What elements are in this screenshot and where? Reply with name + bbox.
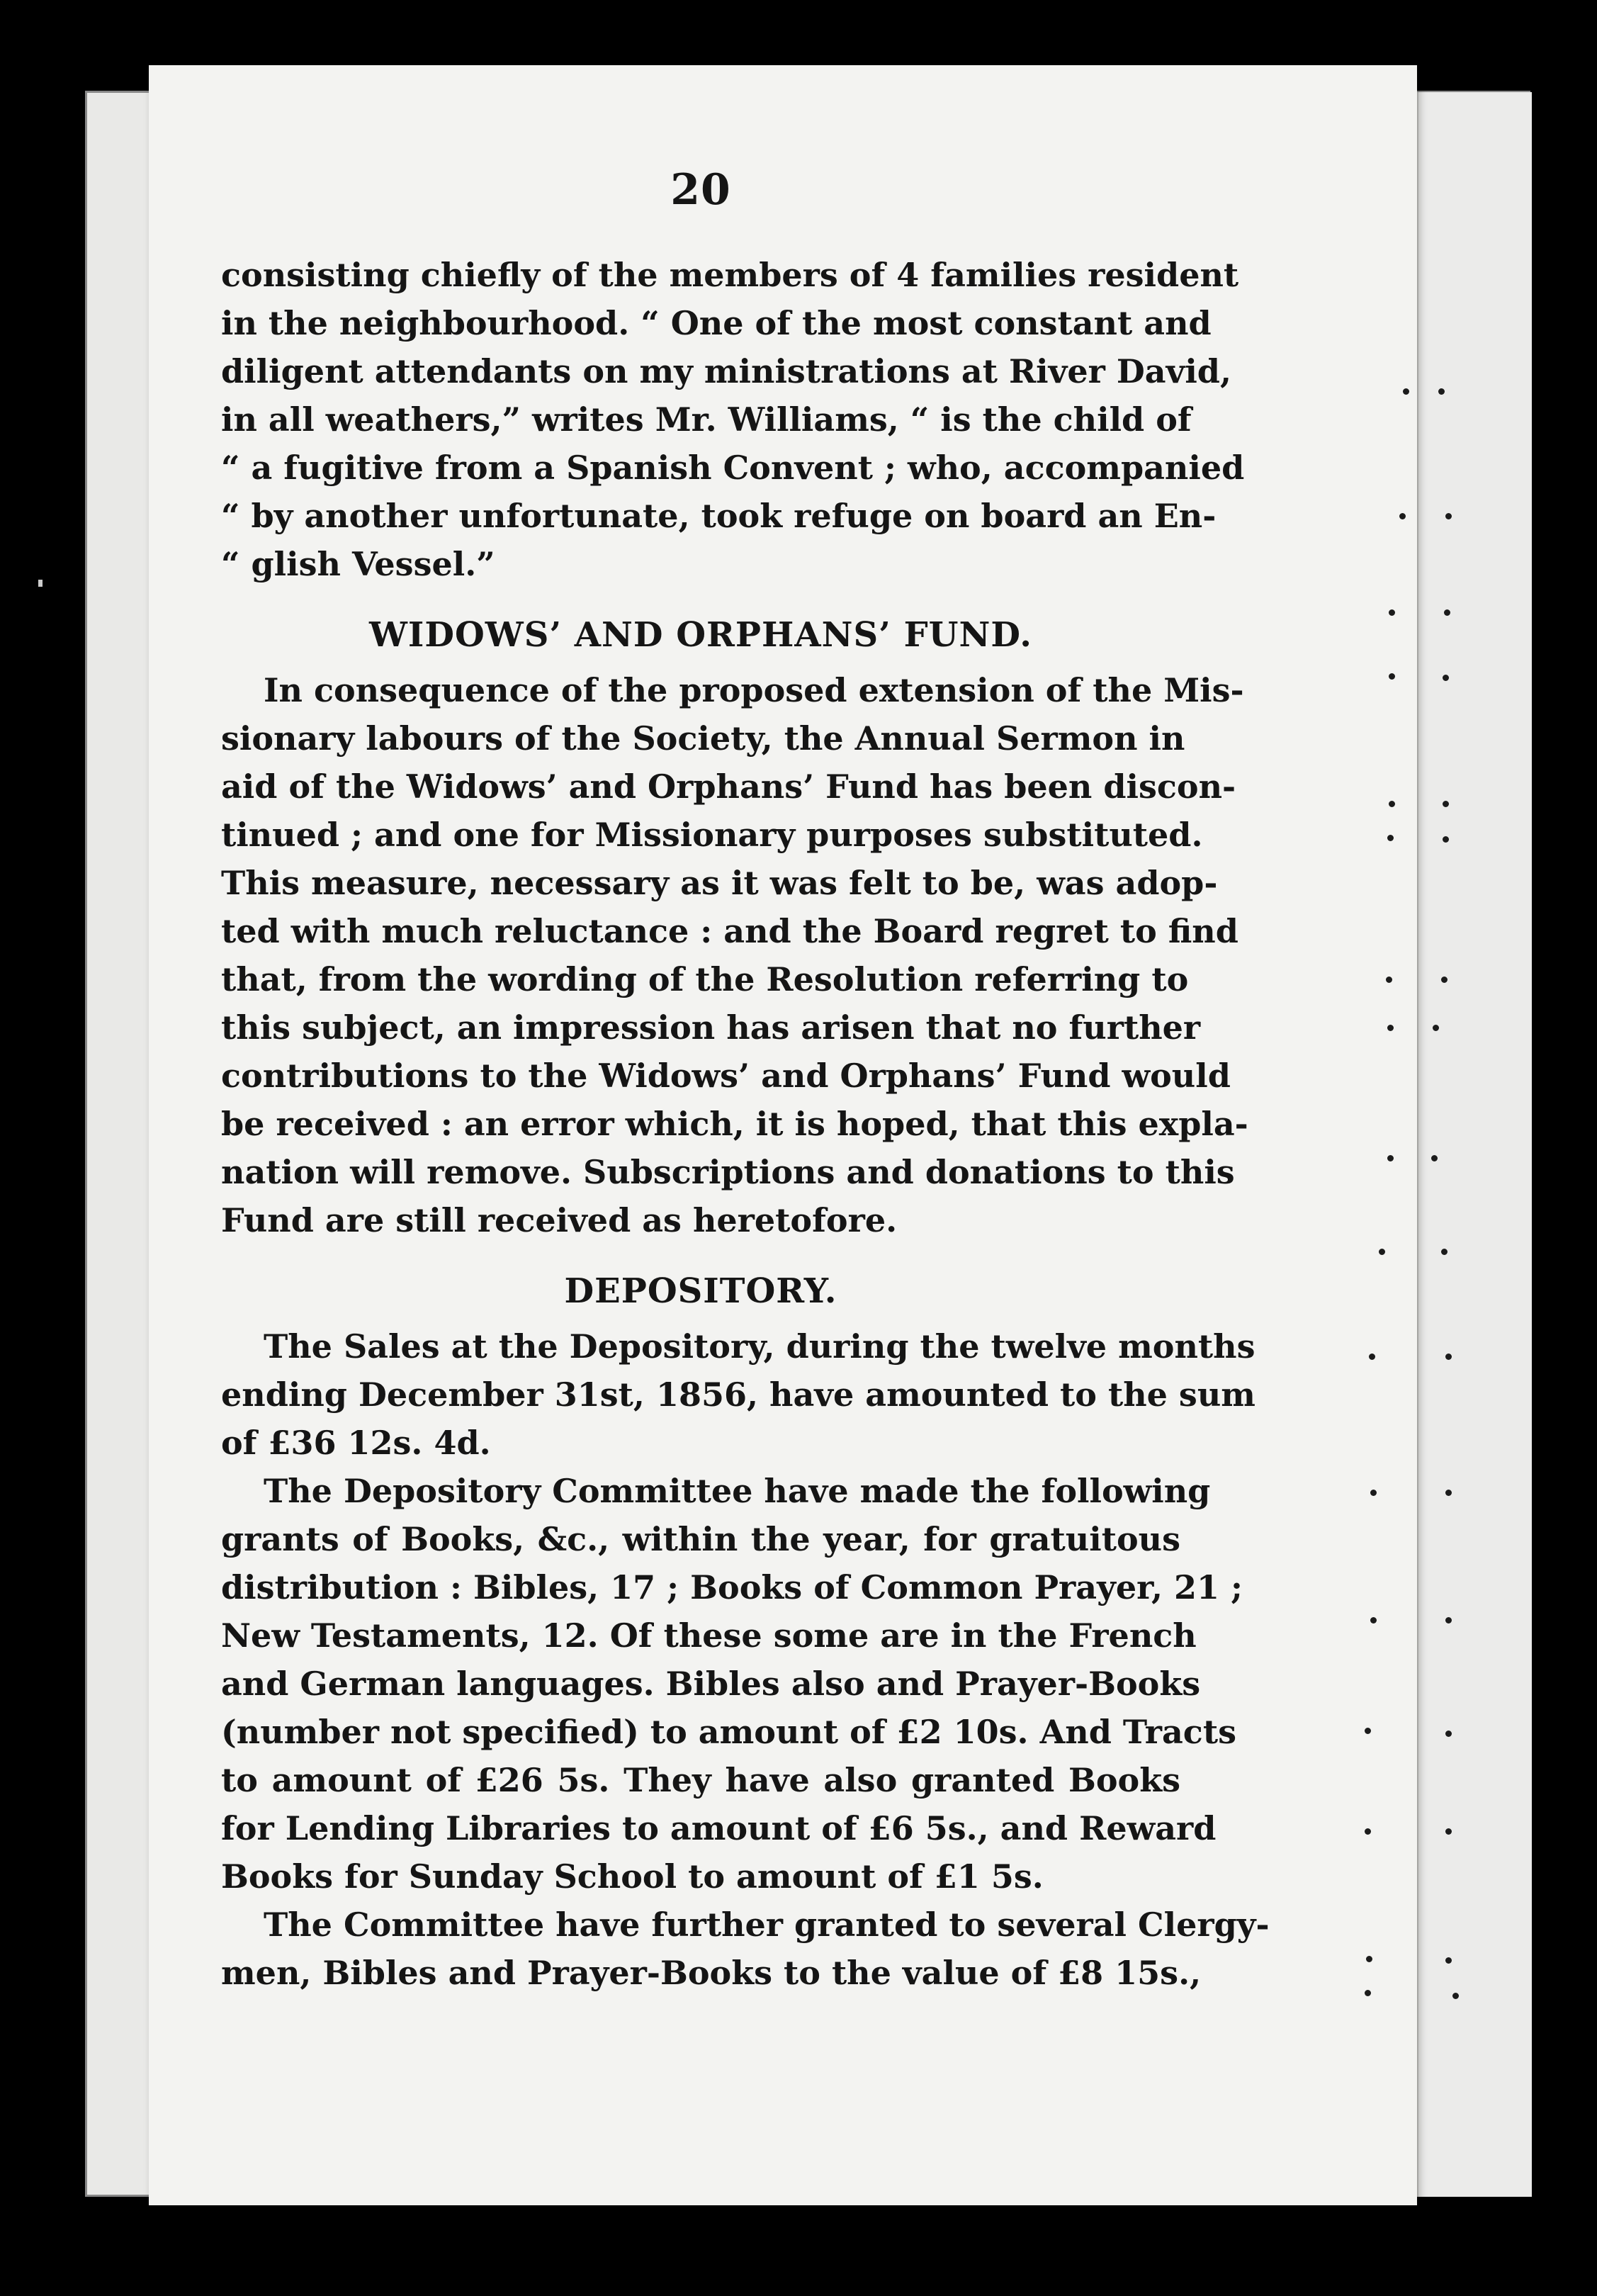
margin-dot: [1387, 1155, 1394, 1161]
text-line: ending December 31st, 1856, have amounted to the sum: [221, 1375, 1255, 1414]
margin-dot: [1369, 1354, 1375, 1360]
margin-dot: [1438, 388, 1445, 395]
margin-dot: [1441, 1249, 1448, 1255]
text-line: in the neighbourhood. “ One of the most constant and: [221, 304, 1212, 342]
margin-dot: [1389, 673, 1395, 680]
text-line: Fund are still received as heretofore.: [221, 1201, 898, 1239]
margin-dot: [1389, 609, 1395, 616]
text-line: contributions to the Widows’ and Orphans’ Fund would: [221, 1057, 1231, 1095]
section-heading-widows-orphans-fund: WIDOWS’ AND ORPHANS’ FUND.: [368, 615, 1033, 655]
widows-fund-paragraph: [221, 666, 1248, 1244]
margin-dot: [1379, 1249, 1385, 1255]
margin-dot: [1443, 801, 1449, 807]
margin-dot: [1445, 1957, 1452, 1964]
margin-dot: [1403, 388, 1409, 395]
text-line: “ a fugitive from a Spanish Convent ; who, accompanied: [221, 449, 1245, 487]
text-line: of £36 12s. 4d.: [221, 1424, 491, 1462]
margin-dot: [1370, 1490, 1377, 1496]
page-number: 20: [670, 165, 731, 215]
text-line: In consequence of the proposed extension of the Mis-: [264, 671, 1244, 709]
margin-dot: [1445, 1731, 1452, 1737]
margin-dot: [1399, 513, 1406, 519]
facing-page-edge: [1417, 92, 1532, 2197]
margin-dot: [1433, 1025, 1439, 1031]
text-line: aid of the Widows’ and Orphans’ Fund has been discon-: [221, 767, 1236, 806]
margin-dot: [1365, 1728, 1371, 1734]
text-line: ted with much reluctance : and the Board regret to find: [221, 912, 1238, 950]
text-line: this subject, an impression has arisen that no further: [221, 1008, 1201, 1047]
clergy-grants-paragraph: [221, 1901, 1270, 1997]
text-line: sionary labours of the Society, the Annual Sermon in: [221, 719, 1185, 758]
text-line: in all weathers,” writes Mr. Williams, “ is the child of: [221, 400, 1192, 439]
text-line: to amount of £26 5s. They have also granted Books: [221, 1761, 1180, 1799]
margin-dot: [1366, 1956, 1372, 1962]
margin-mark: [38, 580, 43, 587]
text-line: men, Bibles and Prayer-Books to the value of £8 15s.,: [221, 1954, 1202, 1992]
margin-dot: [1445, 1354, 1452, 1360]
text-line: consisting chiefly of the members of 4 families resident: [221, 256, 1239, 294]
page-text: [221, 165, 1270, 1997]
margin-dot: [1443, 836, 1449, 843]
margin-dot: [1444, 609, 1450, 616]
margin-dot: [1389, 801, 1395, 807]
margin-dot: [1445, 1490, 1452, 1496]
text-line: grants of Books, &c., within the year, for gratuitous: [221, 1520, 1180, 1558]
text-line: nation will remove. Subscriptions and donations to this: [221, 1153, 1235, 1191]
text-line: (number not specified) to amount of £2 10s. And Tracts: [221, 1713, 1236, 1751]
margin-dot: [1443, 675, 1449, 681]
margin-dot: [1386, 977, 1392, 983]
margin-dot: [1441, 977, 1448, 983]
margin-dot: [1365, 1828, 1371, 1835]
depository-grants-paragraph: [221, 1467, 1243, 1901]
intro-paragraph: [221, 251, 1245, 588]
text-line: Books for Sunday School to amount of £1 5s.: [221, 1857, 1044, 1896]
text-line: “ by another unfortunate, took refuge on board an En-: [221, 497, 1217, 535]
margin-dot: [1431, 1155, 1438, 1161]
margin-dot: [1387, 835, 1394, 841]
text-line: be received : an error which, it is hoped, that this expla-: [221, 1105, 1248, 1143]
text-line: This measure, necessary as it was felt to be, was adop-: [221, 864, 1218, 902]
text-line: for Lending Libraries to amount of £6 5s., and Reward: [221, 1809, 1217, 1847]
section-heading-depository: DEPOSITORY.: [564, 1271, 837, 1311]
text-line: The Depository Committee have made the following: [264, 1472, 1211, 1510]
margin-dot: [1452, 1993, 1459, 1999]
text-line: diligent attendants on my ministrations at River David,: [221, 352, 1231, 390]
margin-dot: [1445, 1828, 1452, 1835]
margin-dot: [1370, 1617, 1377, 1623]
text-line: and German languages. Bibles also and Prayer-Books: [221, 1665, 1201, 1703]
text-line: The Committee have further granted to several Clergy-: [264, 1906, 1270, 1944]
text-line: “ glish Vessel.”: [221, 545, 495, 583]
margin-dot: [1445, 1617, 1452, 1623]
margin-dot: [1365, 1990, 1371, 1996]
margin-dot: [1387, 1025, 1394, 1031]
margin-dot: [1445, 513, 1452, 519]
depository-sales-paragraph: [221, 1322, 1255, 1467]
text-line: New Testaments, 12. Of these some are in the French: [221, 1616, 1197, 1655]
text-line: tinued ; and one for Missionary purposes substituted.: [221, 816, 1203, 854]
text-line: that, from the wording of the Resolution referring to: [221, 960, 1189, 998]
text-line: The Sales at the Depository, during the twelve months: [264, 1327, 1255, 1366]
text-line: distribution : Bibles, 17 ; Books of Common Prayer, 21 ;: [221, 1568, 1243, 1606]
